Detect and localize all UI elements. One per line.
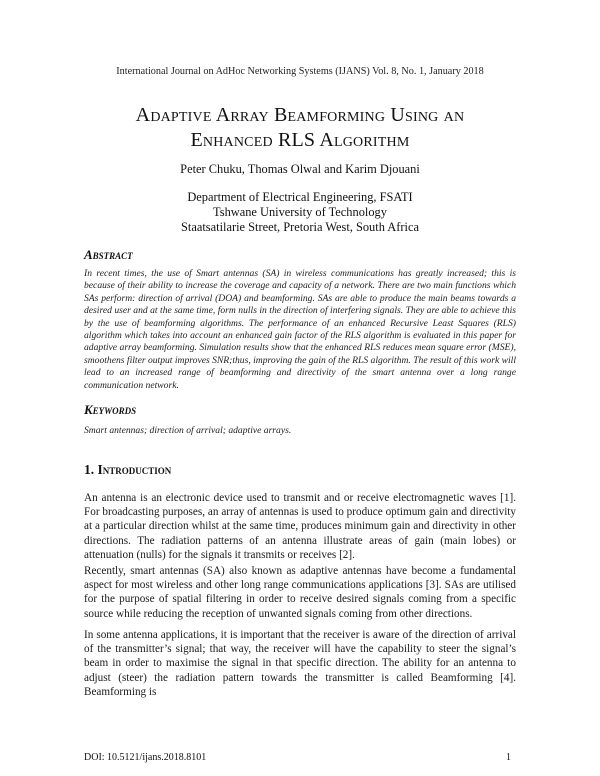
page-number: 1 (506, 752, 511, 763)
keywords-heading: Keywords (84, 402, 137, 417)
intro-paragraph-1: An antenna is an electronic device used to transmit and or receive electromagnetic waves [1]. For broadcasting purposes, an array of antennas is used to produce optimum gain and directivity at a particular direction whilst at the same time, produces minimum gain and directivity in other directions. The radiation patterns of an antenna illustrate areas of gain (main lobes) or attenuation (nulls) for the signals it transmits or receives [2]. (84, 492, 516, 561)
intro-paragraph-3: In some antenna applications, it is important that the receiver is aware of the direction of arrival of the transmitter’s signal; that way, the receiver will have the capability to steer the signal’s beam in order to maximise the signal in that specific direction. The ability for an antenna to adjust (steer) the radiation pattern towards the transmitter is called Beamforming [4]. Beamforming is (84, 629, 516, 698)
affiliation (0, 190, 600, 235)
paper-title (40, 103, 560, 153)
affiliation-address: Staatsatilarie Street, Pretoria West, South Africa (181, 220, 419, 234)
abstract-heading: Abstract (84, 247, 133, 262)
journal-header: International Journal on AdHoc Networking Systems (IJANS) Vol. 8, No. 1, January 2018 (116, 66, 484, 77)
title-line-1: Adaptive Array Beamforming Using an (135, 104, 465, 126)
title-line-2: Enhanced RLS Algorithm (190, 129, 410, 151)
abstract-text: In recent times, the use of Smart antennas (SA) in wireless communications has greatly increased; this is because of their ability to increase the coverage and capacity of a network. There are two main functions which SAs perform: direction of arrival (DOA) and beamforming. SAs are able to produce the main beams towards a desired user and at the same time, form nulls in the direction of interfering signals. They are able to achieve this by the use of beamforming algorithms. The performance of an enhanced Recursive Least Squares (RLS) algorithm which takes into account an enhanced gain factor of the RLS algorithm is evaluated in this paper for adaptive array beamforming. Simulation results show that the enhanced RLS reduces mean square error (MSE), smoothens filter output improves SNR;thus, improving the gain of the RLS algorithm. The result of this work will lead to an increased range of beamforming and directivity of the smart antenna over a long range communication network. (84, 268, 516, 391)
intro-paragraph-2: Recently, smart antennas (SA) also known as adaptive antennas have become a fundamental aspect for most wireless and other long range communications applications [3]. SAs are utilised for the purpose of spatial filtering in order to receive desired signals coming from a specific source while reducing the reception of unwanted signals coming from other directions. (84, 565, 516, 620)
affiliation-department: Department of Electrical Engineering, FSATI (187, 190, 413, 204)
doi: DOI: 10.5121/ijans.2018.8101 (84, 752, 207, 763)
affiliation-university: Tshwane University of Technology (213, 205, 387, 219)
authors: Peter Chuku, Thomas Olwal and Karim Djouani (180, 162, 420, 176)
introduction-heading: 1. Introduction (84, 462, 172, 477)
keywords-text: Smart antennas; direction of arrival; adaptive arrays. (84, 425, 292, 436)
